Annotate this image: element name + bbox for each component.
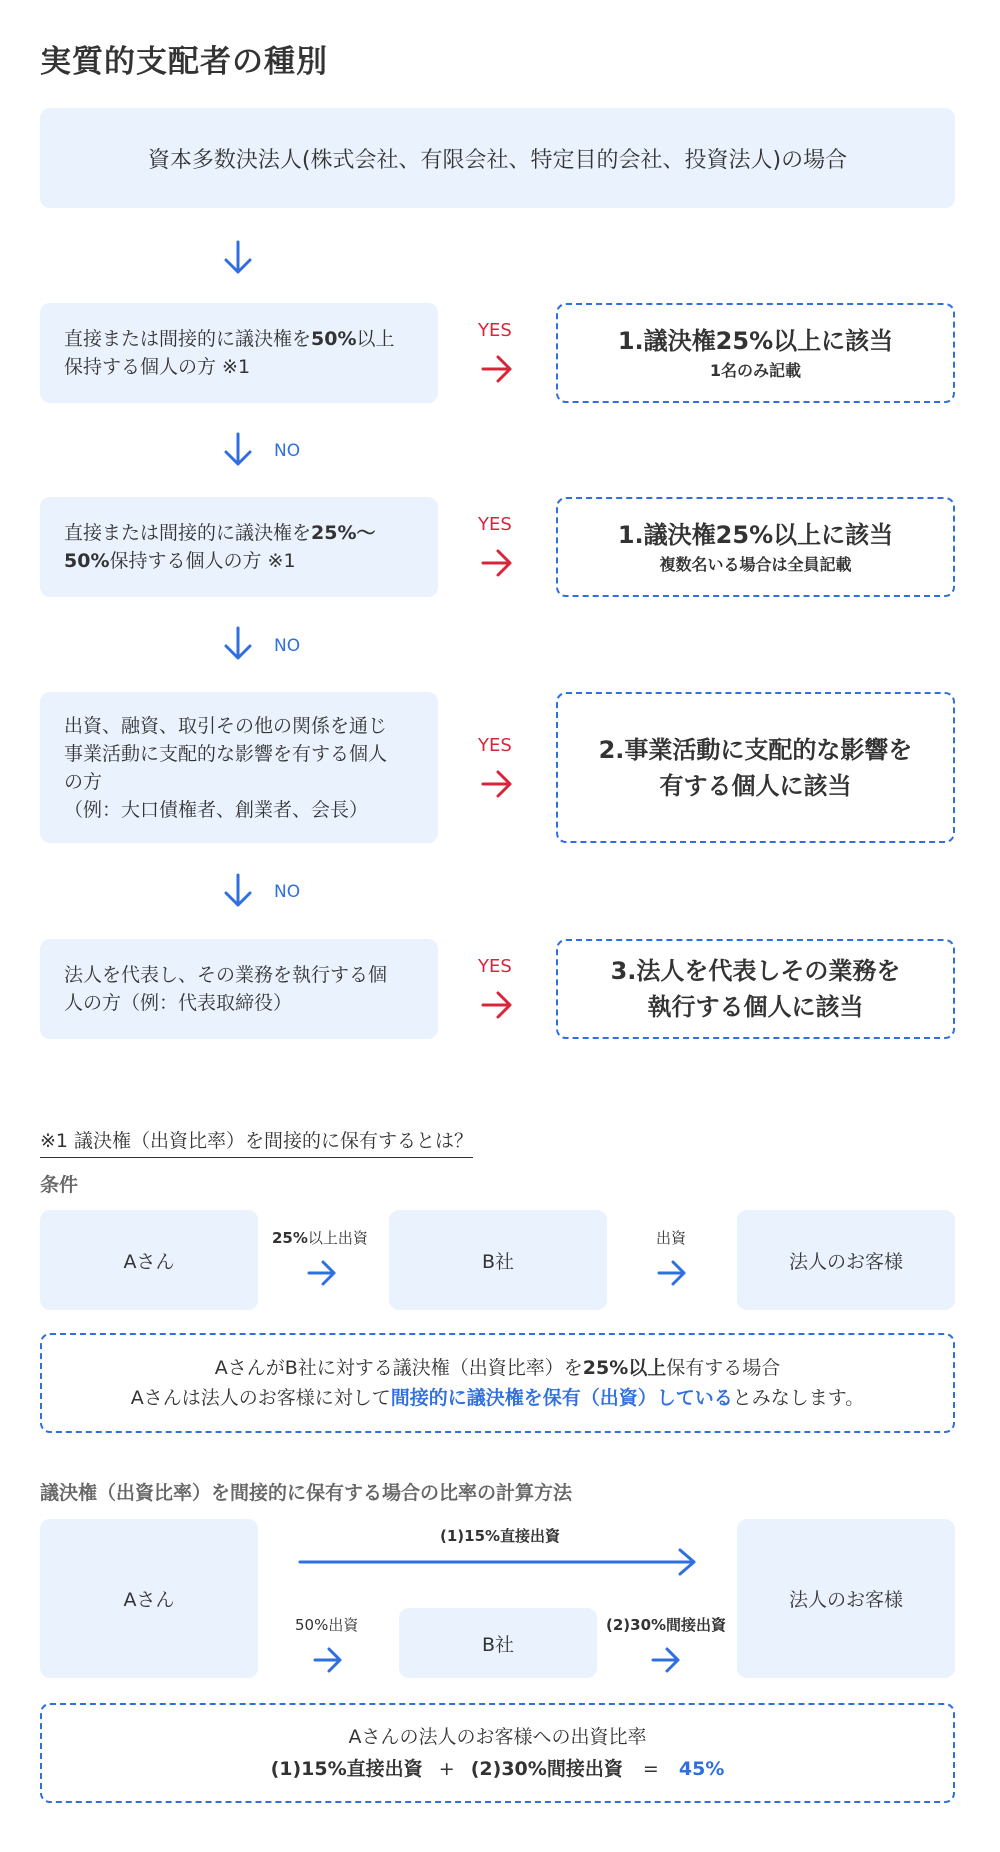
- step3-question-line3: の方: [64, 770, 103, 793]
- step3-question-box: [40, 692, 438, 843]
- step1-question-box: [40, 303, 438, 403]
- arrow-down-icon: [222, 626, 254, 662]
- page-title: 実質的支配者の種別: [40, 44, 328, 80]
- arrow-down-icon: [222, 240, 254, 276]
- long-arrow-right-icon: [298, 1547, 698, 1577]
- yes-label: YES: [478, 320, 512, 341]
- no-label: NO: [274, 882, 301, 902]
- arrow-right-icon: [480, 769, 514, 799]
- step4-result-box: [556, 939, 955, 1039]
- flow-arrow1-label: 25%以上出資: [272, 1229, 368, 1247]
- step3-question-line4: （例：大口債権者、創業者、会長）: [64, 798, 369, 821]
- explain-line2: Aさんは法人のお客様に対して間接的に議決権を保有（出資）しているとみなします。: [130, 1387, 865, 1409]
- arrow-right-icon: [480, 548, 514, 578]
- step2-question-box: [40, 497, 438, 597]
- step1-question-line2: 保持する個人の方 ※1: [64, 356, 251, 378]
- flow-node-a: Aさん: [40, 1210, 258, 1310]
- calc-result-total: 45%: [678, 1758, 725, 1780]
- entity-type-text: 資本多数決法人(株式会社、有限会社、特定目的会社、投資法人)の場合: [147, 147, 848, 173]
- arrow-right-icon: [480, 990, 514, 1020]
- explain-box: [40, 1333, 955, 1433]
- yes-label: YES: [478, 956, 512, 977]
- step2-result-title: 1.議決権25%以上に該当: [617, 521, 894, 549]
- note-title: ※1 議決権（出資比率）を間接的に保有するとは？: [40, 1126, 473, 1158]
- calc-result-box: [40, 1703, 955, 1803]
- arrow-down-icon: [222, 873, 254, 909]
- arrow-right-icon: [312, 1646, 344, 1674]
- calc-node-c: 法人のお客様: [737, 1519, 955, 1678]
- step1-result-sub: 1名のみ記載: [709, 361, 802, 380]
- step3-question-line1: 出資、融資、取引その他の関係を通じ: [64, 714, 388, 737]
- calc-result-line2: (1)15%直接出資 + (2)30%間接出資 = 45%: [270, 1758, 725, 1780]
- step1-question-line1: 直接または間接的に議決権を50%以上: [64, 328, 395, 350]
- step3-question-line2: 事業活動に支配的な影響を有する個人: [64, 742, 388, 765]
- arrow-right-icon: [650, 1646, 682, 1674]
- step3-result-box: [556, 692, 955, 843]
- no-label: NO: [274, 636, 301, 656]
- step2-question-line1: 直接または間接的に議決権を25%〜: [64, 522, 376, 544]
- arrow-right-icon: [480, 354, 514, 384]
- flow-node-c: 法人のお客様: [737, 1210, 955, 1310]
- step2-question-line2: 50%保持する個人の方 ※1: [64, 550, 296, 572]
- yes-label: YES: [478, 735, 512, 756]
- arrow-down-icon: [222, 432, 254, 468]
- step4-result-line1: 3.法人を代表しその業務を: [610, 957, 901, 985]
- conditions-heading: 条件: [40, 1174, 79, 1196]
- step2-result-box: [556, 497, 955, 597]
- explain-line1: AさんがB社に対する議決権（出資比率）を25%以上保有する場合: [214, 1357, 781, 1379]
- arrow-right-icon: [306, 1259, 338, 1287]
- calc-heading: 議決権（出資比率）を間接的に保有する場合の比率の計算方法: [40, 1482, 573, 1504]
- calc-indirect-label: (2)30%間接出資: [606, 1616, 727, 1634]
- step4-question-line1: 法人を代表し、その業務を執行する個: [64, 964, 388, 986]
- step4-result-line2: 執行する個人に該当: [647, 993, 864, 1021]
- no-label: NO: [274, 441, 301, 461]
- step2-result-sub: 複数名いる場合は全員記載: [659, 555, 852, 574]
- calc-node-b: B社: [399, 1608, 597, 1678]
- calc-result-line1: Aさんの法人のお客様への出資比率: [348, 1726, 647, 1748]
- step3-result-line1: 2.事業活動に支配的な影響を: [598, 735, 913, 764]
- step4-question-line2: 人の方（例：代表取締役）: [64, 992, 293, 1014]
- calc-node-a: Aさん: [40, 1519, 258, 1678]
- yes-label: YES: [478, 514, 512, 535]
- flow-arrow2-label: 出資: [656, 1229, 687, 1247]
- calc-tob-label: 50%出資: [295, 1616, 359, 1634]
- step3-result-line2: 有する個人に該当: [659, 771, 852, 800]
- step1-result-box: [556, 303, 955, 403]
- step4-question-box: [40, 939, 438, 1039]
- step1-result-title: 1.議決権25%以上に該当: [617, 327, 894, 355]
- entity-type-box: [40, 108, 955, 208]
- arrow-right-icon: [656, 1259, 688, 1287]
- calc-direct-label: (1)15%直接出資: [440, 1527, 561, 1545]
- flow-node-b: B社: [389, 1210, 607, 1310]
